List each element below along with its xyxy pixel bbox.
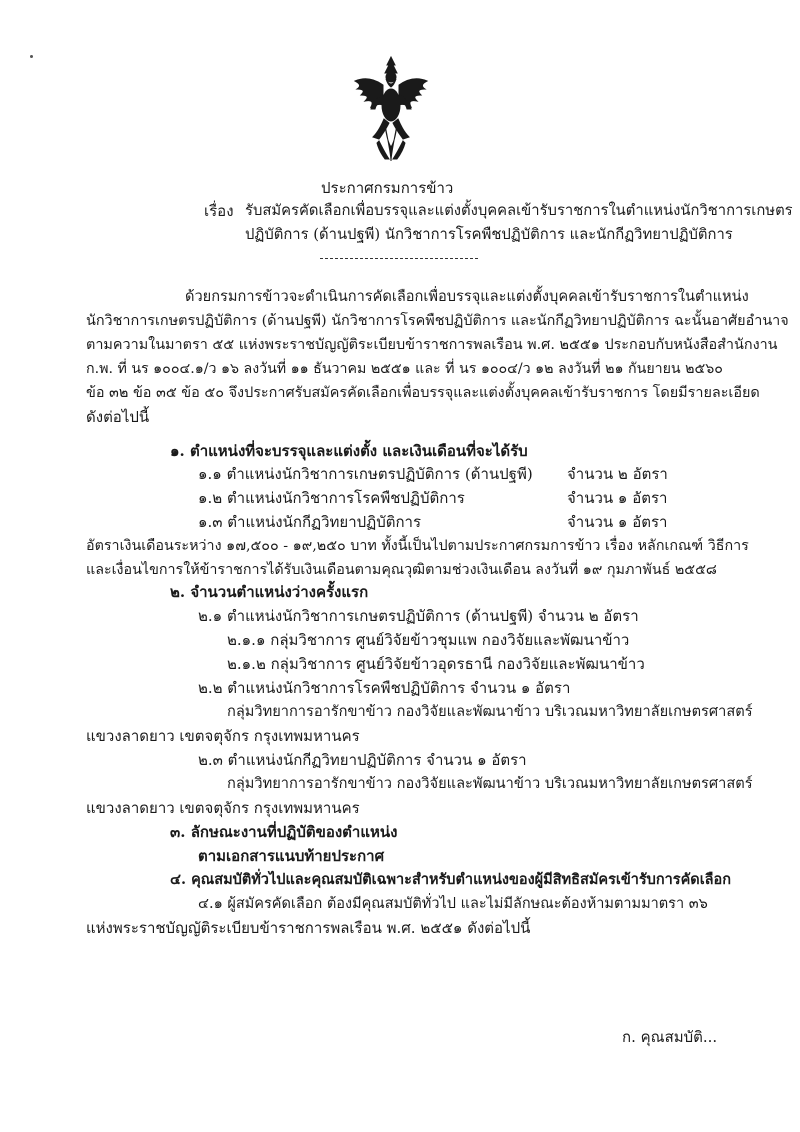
section-3-heading: ๓. ลักษณะงานที่ปฏิบัติของตำแหน่ง	[170, 823, 398, 841]
intro-line-1: ด้วยกรมการข้าวจะดำเนินการคัดเลือกเพื่อบรรจุและแต่งตั้งบุคคลเข้ารับราชการในตำแหน่ง	[185, 288, 749, 305]
intro-line-5: ข้อ ๓๒ ข้อ ๓๕ ข้อ ๕๐ จึงประกาศรับสมัครคัดเลือกเพื่อบรรจุและแต่งตั้งบุคคลเข้ารับราชการ โดยมีรายละเอียด	[86, 385, 760, 401]
section-3-detail: ตามเอกสารแนบท้ายประกาศ	[198, 847, 385, 865]
position-2-count: จำนวน ๑ อัตรา	[567, 489, 668, 507]
section-2-item-2-detail-1: กลุ่มวิทยาการอารักขาข้าว กองวิจัยและพัฒนาข้าว บริเวณมหาวิทยาลัยเกษตรศาสตร์	[227, 703, 753, 720]
scan-speck	[30, 55, 33, 58]
position-3-label: ๑.๓ ตำแหน่งนักกีฏวิทยาปฏิบัติการ	[198, 513, 422, 531]
section-2-item-3-detail-2: แขวงลาดยาว เขตจตุจักร กรุงเทพมหานคร	[86, 799, 360, 817]
section-1-heading: ๑. ตำแหน่งที่จะบรรจุและแต่งตั้ง และเงินเดือนที่จะได้รับ	[170, 442, 528, 460]
position-1-label: ๑.๑ ตำแหน่งนักวิชาการเกษตรปฏิบัติการ (ด้านปฐพี)	[198, 465, 533, 483]
intro-line-4: ก.พ. ที่ นร ๑๐๐๔.๑/ว ๑๖ ลงวันที่ ๑๑ ธันวาคม ๒๕๕๑ และ ที่ นร ๑๐๐๔/ว ๑๒ ลงวันที่ ๒๑ กันยายน ๒๕๖๐	[86, 361, 723, 377]
section-4-item-1-line-2: แห่งพระราชบัญญัติระเบียบข้าราชการพลเรือน พ.ศ. ๒๕๕๑ ดังต่อไปนี้	[86, 919, 531, 937]
position-2-label: ๑.๒ ตำแหน่งนักวิชาการโรคพืชปฏิบัติการ	[198, 489, 465, 507]
intro-line-2: นักวิชาการเกษตรปฏิบัติการ (ด้านปฐพี) นักวิชาการโรคพืชปฏิบัติการ และนักกีฏวิทยาปฏิบัติการ ฉะนั้นอาศัยอำนาจ	[86, 313, 789, 329]
subject-label: เรื่อง	[204, 202, 234, 220]
section-2-item-1-1: ๒.๑.๑ กลุ่มวิชาการ ศูนย์วิจัยข้าวชุมแพ กองวิจัยและพัฒนาข้าว	[227, 631, 630, 649]
section-2-item-3-detail-1: กลุ่มวิทยาการอารักขาข้าว กองวิจัยและพัฒนาข้าว บริเวณมหาวิทยาลัยเกษตรศาสตร์	[227, 775, 753, 792]
section-4-heading: ๔. คุณสมบัติทั่วไปและคุณสมบัติเฉพาะสำหรับตำแหน่งของผู้มีสิทธิสมัครเข้ารับการคัดเลือก	[170, 871, 732, 888]
intro-line-3: ตามความในมาตรา ๕๕ แห่งพระราชบัญญัติระเบียบข้าราชการพลเรือน พ.ศ. ๒๕๕๑ ประกอบกับหนังสือสำนักงาน	[86, 337, 778, 353]
position-3-count: จำนวน ๑ อัตรา	[567, 513, 668, 531]
subject-line-2: ปฏิบัติการ (ด้านปฐพี) นักวิชาการโรคพืชปฏิบัติการ และนักกีฏวิทยาปฏิบัติการ	[245, 226, 733, 243]
header-divider	[320, 258, 478, 259]
section-2-item-2-detail-2: แขวงลาดยาว เขตจตุจักร กรุงเทพมหานคร	[86, 727, 360, 745]
agency-title: ประกาศกรมการข้าว	[321, 179, 454, 197]
intro-line-6: ดังต่อไปนี้	[86, 408, 150, 426]
salary-line-1: อัตราเงินเดือนระหว่าง ๑๗,๕๐๐ - ๑๙,๒๕๐ บาท ทั้งนี้เป็นไปตามประกาศกรมการข้าว เรื่อง หลักเกณฑ์ วิธีการ	[86, 538, 749, 554]
section-4-item-1-line-1: ๔.๑ ผู้สมัครคัดเลือก ต้องมีคุณสมบัติทั่วไป และไม่มีลักษณะต้องห้ามตามมาตรา ๓๖	[198, 896, 708, 912]
section-2-heading: ๒. จำนวนตำแหน่งว่างครั้งแรก	[170, 583, 369, 601]
garuda-emblem-icon	[349, 55, 433, 165]
section-2-item-2: ๒.๒ ตำแหน่งนักวิชาการโรคพืชปฏิบัติการ จำนวน ๑ อัตรา	[198, 679, 571, 697]
section-2-item-1: ๒.๑ ตำแหน่งนักวิชาการเกษตรปฏิบัติการ (ด้านปฐพี) จำนวน ๒ อัตรา	[198, 607, 639, 625]
position-1-count: จำนวน ๒ อัตรา	[567, 465, 668, 483]
section-2-item-1-2: ๒.๑.๒ กลุ่มวิชาการ ศูนย์วิจัยข้าวอุดรธานี กองวิจัยและพัฒนาข้าว	[227, 655, 645, 673]
subject-line-1: รับสมัครคัดเลือกเพื่อบรรจุและแต่งตั้งบุคคลเข้ารับราชการในตำแหน่งนักวิชาการเกษตร	[245, 202, 793, 219]
section-2-item-3: ๒.๓ ตำแหน่งนักกีฏวิทยาปฏิบัติการ จำนวน ๑ อัตรา	[198, 751, 527, 769]
salary-line-2: และเงื่อนไขการให้ข้าราชการได้รับเงินเดือนตามคุณวุฒิตามช่วงเงินเดือน ลงวันที่ ๑๙ กุมภาพันธ์ ๒๕๕๘	[86, 562, 717, 578]
continued-marker: ก. คุณสมบัติ...	[622, 1028, 718, 1046]
